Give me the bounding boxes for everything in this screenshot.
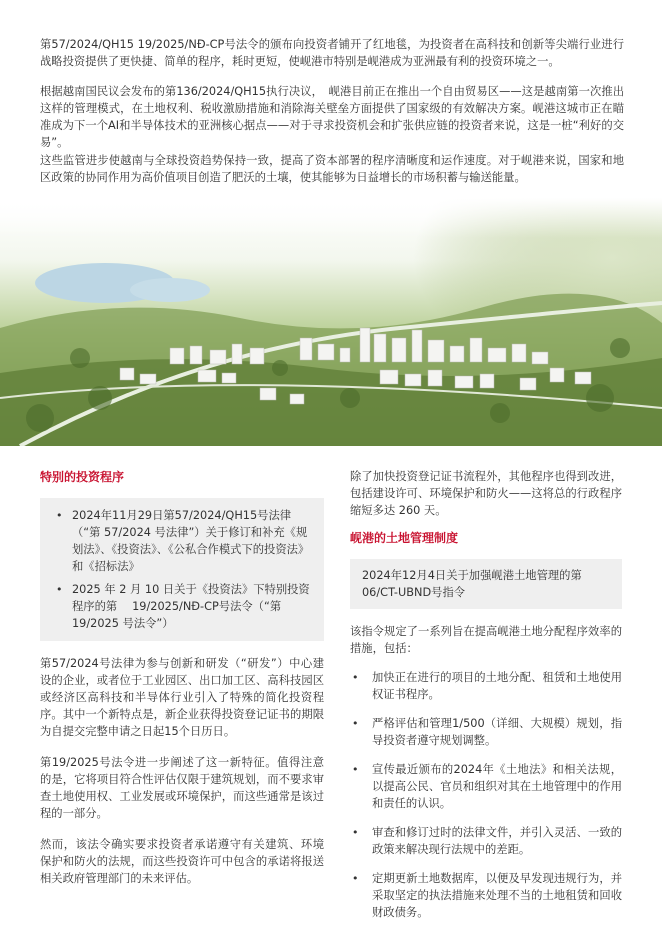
intro-paragraph-2: 根据越南国民议会发布的第136/2024/QH15执行决议， 岘港目前正在推出一个自由贸易区——这是越南第一次推出这样的管理模式，在土地权利、税收激励措施和消除海关壁垒方面提供了国家级的有效解决方案。岘港这城市正在瞄准成为下一个AI和半导体技术的亚洲核心据点——对于寻求投资机会和扩张供应链的投资者来说，这是一桩“利好的交易”。 <box>40 85 624 149</box>
left-column <box>40 468 324 887</box>
list-item <box>350 870 622 921</box>
list-item-text: 2025 年 2 月 10 日关于《投资法》下特别投资程序的第 19/2025/NĐ-CP号法令（“第 19/2025 号法令”） <box>72 583 310 630</box>
directive-text: 2024年12月4日关于加强岘港土地管理的第06/CT-UBND号指令 <box>362 569 582 599</box>
aerial-city-image <box>0 198 662 446</box>
list-item-text: 审查和修订过时的法律文件，并引入灵活、一致的政策来解决现行法规中的差距。 <box>372 826 622 856</box>
list-item <box>350 715 622 749</box>
list-item-text: 加快正在进行的项目的土地分配、租赁和土地使用权证书程序。 <box>372 671 622 701</box>
law-reference-list <box>54 507 314 632</box>
bullet-icon: • <box>56 509 63 522</box>
list-item <box>54 507 314 575</box>
bullet-icon: • <box>56 583 63 596</box>
law-reference-box <box>40 498 324 641</box>
measures-list <box>350 669 622 921</box>
list-item-text: 宣传最近颁布的2024年《土地法》和相关法规，以提高公民、官员和组织对其在土地管理中的作用和责任的认识。 <box>372 763 622 810</box>
intro-paragraph-1: 第57/2024/QH15 19/2025/NĐ-CP号法令的颁布向投资者铺开了红地毯，为投资者在高科技和创新等尖端行业进行战略投资提供了更快捷、简单的程序，耗时更短，使岘港市特别是岘港成为亚洲最有利的投资环境之一。 <box>40 38 624 68</box>
list-item-text: 定期更新土地数据库，以便及早发现违规行为，并采取坚定的执法措施来处理不当的土地租赁和回收财政债务。 <box>372 872 622 919</box>
bullet-icon: • <box>352 872 359 885</box>
bullet-icon: • <box>352 763 359 776</box>
section-title-special-investment: 特别的投资程序 <box>40 470 125 484</box>
left-paragraph-2: 第19/2025号法令进一步阐述了这一新特征。值得注意的是，它将项目符合性评估仅限于建筑规划，而不要求审查土地使用权、工业发展或环境保护，而这些通常是该过程的一部分。 <box>40 756 324 820</box>
intro-paragraph-3: 这些监管进步使越南与全球投资趋势保持一致，提高了资本部署的程序清晰度和运作速度。对于岘港来说，国家和地区政策的协同作用为高价值项目创造了肥沃的土壤，使其能够为日益增长的市场积蓄与输送能量。 <box>40 154 624 184</box>
left-paragraph-3: 然而，该法令确实要求投资者承诺遵守有关建筑、环境 保护和防火的法规，而这些投资许可中包含的承诺将报送相关政府管理部门的未来评估。 <box>40 838 324 885</box>
list-item <box>350 761 622 812</box>
right-column <box>350 468 622 933</box>
list-item <box>350 669 622 703</box>
left-paragraph-1: 第57/2024号法律为参与创新和研发（“研发”）中心建设的企业，或者位于工业园区、出口加工区、高科技园区或经济区高科技和半导体行业引入了特殊的简化投资程序。其中一个新特点是，新企业获得投资登记证书的期限为自提交完整申请之日起15个日历日。 <box>40 657 324 738</box>
aerial-city-illustration <box>0 198 662 446</box>
directive-lead: 该指令规定了一系列旨在提高岘港土地分配程序效率的措施，包括： <box>350 625 622 655</box>
bullet-icon: • <box>352 671 359 684</box>
bullet-icon: • <box>352 717 359 730</box>
list-item-text: 严格评估和管理1/500（详细、大规模）规划，指导投资者遵守规划调整。 <box>372 717 622 747</box>
directive-box <box>350 559 622 609</box>
right-intro-paragraph: 除了加快投资登记证书流程外，其他程序也得到改进，包括建设许可、环境保护和防火——这将总的行政程序缩短多达 260 天。 <box>350 470 622 517</box>
section-title-land-management: 岘港的土地管理制度 <box>350 531 459 545</box>
list-item <box>350 824 622 858</box>
list-item-text: 2024年11月29日第57/2024/QH15号法律（“第 57/2024 号法律”）关于修订和补充《规划法》、《投资法》、《公私合作模式下的投资法》和《招标法》 <box>72 509 310 573</box>
list-item <box>54 581 314 632</box>
bullet-icon: • <box>352 826 359 839</box>
